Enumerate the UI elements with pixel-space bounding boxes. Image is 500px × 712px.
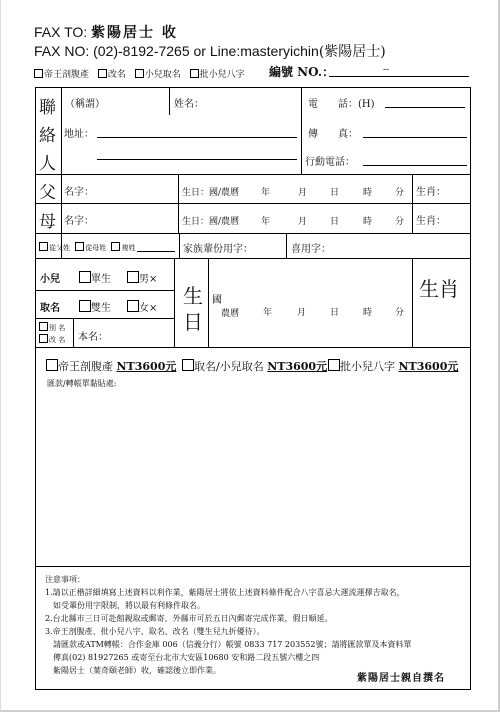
address-input-2[interactable] <box>97 159 297 160</box>
remit-paste-label: 匯款/轉帳單黏貼處: <box>47 379 117 388</box>
price-cesarean-checkbox[interactable] <box>46 359 58 371</box>
child-calendar-national: 國 <box>212 295 222 306</box>
phone-input[interactable] <box>385 107 465 108</box>
price-bazi-name: 批小兒八字 <box>340 360 395 373</box>
father-birth-label: 生日：國/農曆 <box>182 188 240 198</box>
price-cesarean-name: 帝王剖腹產 <box>58 360 113 373</box>
fax-no-line <box>34 41 386 61</box>
surname-options <box>39 242 135 253</box>
rename-option[interactable] <box>39 334 65 345</box>
child-zodiac-label: 生肖 <box>419 277 459 301</box>
notes-line-3: 2.台北縣市三日可赴館親取或郵寄，外縣市可於五日內郵寄完成作業，假日順延。 <box>45 614 333 623</box>
father-side: 父 <box>39 183 56 203</box>
mother-unit-day: 日 <box>330 217 340 227</box>
mother-side: 母 <box>39 212 56 232</box>
father-zodiac-label: 生肖： <box>416 187 446 198</box>
rule-birth-col <box>178 174 179 233</box>
fax-to-line <box>34 22 178 42</box>
child-unit-year: 年 <box>263 308 273 318</box>
notes-title: 注意事項： <box>45 575 85 584</box>
rule-side-col <box>61 88 62 258</box>
rule-zodiac-col <box>412 174 413 233</box>
notes-line-4: 3.帝王剖腹產、批小兒八字、取名、改名（雙生兒九折優待）。 <box>45 627 265 636</box>
child-calendar-lunar: 農曆 <box>221 309 240 319</box>
fax-input[interactable] <box>363 137 467 138</box>
child-twin-checkbox[interactable] <box>79 300 91 312</box>
alias-checkbox[interactable]: 別 名 <box>39 322 65 333</box>
father-unit-day: 日 <box>330 188 340 198</box>
child-female-label: 女× <box>139 303 158 314</box>
serial-underline <box>329 76 469 77</box>
child-single-label: 單生 <box>91 274 111 285</box>
fax-label: 傳 真： <box>308 129 358 140</box>
rule-mother-end <box>36 233 470 234</box>
notes-line-5: 請匯款或ATM轉帳：合作金庫 006（信義分行）帳號 0833 717 203552號；請將匯款單及本資料單 <box>45 640 412 649</box>
child-unit-month: 月 <box>297 308 307 318</box>
father-unit-hour: 時 <box>363 188 373 198</box>
rule-family-col <box>179 233 180 258</box>
notes-line-7: 紫陽居士（葉奇頤老師）收，確認後立即作業。 <box>45 666 221 675</box>
like-chars-label: 喜用字： <box>291 244 331 255</box>
child-single[interactable] <box>79 270 111 285</box>
price-cesarean-amount: NT3600元 <box>116 360 177 373</box>
rule-child-zodiac <box>412 258 413 347</box>
serial-value[interactable]: -- <box>383 65 390 75</box>
child-unit-minute: 分 <box>395 308 405 318</box>
father-unit-month: 月 <box>298 188 308 198</box>
notes-line-6: 傳真(02) 81927265 或寄至台北市大安區10680 安和路二段五號六樓之四 <box>45 653 320 662</box>
child-birth-big-1: 生 <box>183 284 203 308</box>
rule-child-end <box>36 347 470 348</box>
fax-no-suffix: (紫陽居士) <box>318 44 386 60</box>
rule-father-end <box>36 203 470 204</box>
service-option-cesarean[interactable]: 帝王剖腹產 <box>34 67 89 80</box>
child-unit-day: 日 <box>330 308 340 318</box>
price-bazi-checkbox[interactable] <box>328 359 340 371</box>
mobile-label: 行動電話： <box>305 157 355 168</box>
surname-option-mother[interactable]: 從母姓 <box>75 242 106 253</box>
rule-title-name <box>169 88 170 115</box>
serial-label: 編號 NO.： <box>269 65 335 79</box>
rule-child-mid <box>36 290 174 291</box>
mother-unit-hour: 時 <box>363 217 373 227</box>
child-birth-big-2: 日 <box>183 310 203 334</box>
price-cesarean[interactable] <box>46 358 176 374</box>
child-twin-label: 雙生 <box>91 303 111 314</box>
rule-surname-end <box>36 258 470 259</box>
father-unit-minute: 分 <box>395 188 405 198</box>
mother-unit-minute: 分 <box>395 217 405 227</box>
rename-checkbox[interactable]: 改 名 <box>39 334 65 345</box>
service-options <box>34 67 245 80</box>
contact-side-3: 人 <box>39 154 56 174</box>
notes-line-1: 1.請以正楷詳細填寫上述資料以利作業，紫陽居士將依上述資料條件配合八字喜忌大運流運擇吉取名， <box>45 588 405 597</box>
service-option-child-bazi[interactable]: 批小兒八字 <box>190 67 245 80</box>
child-male-checkbox[interactable] <box>127 271 139 283</box>
rule-alias-col <box>73 318 74 347</box>
phone-label: 電 話：(H) <box>308 99 375 110</box>
price-naming-amount: NT3600元 <box>267 360 328 373</box>
price-bazi[interactable] <box>328 358 458 374</box>
price-naming-checkbox[interactable] <box>182 359 194 371</box>
fax-to-name: 紫陽居士 收 <box>91 25 178 41</box>
mother-zodiac-label: 生肖： <box>416 216 446 227</box>
child-twin[interactable] <box>79 299 111 314</box>
mother-unit-year: 年 <box>261 217 271 227</box>
price-naming-name: 取名/小兒取名 <box>194 360 264 373</box>
rule-child-left <box>174 258 175 347</box>
child-female-checkbox[interactable] <box>127 300 139 312</box>
address-input-1[interactable] <box>97 137 297 138</box>
mother-name-label: 名字： <box>64 216 94 227</box>
address-label: 地址： <box>64 129 94 140</box>
service-option-child-naming[interactable]: 小兒取名 <box>135 67 181 80</box>
fax-no-label: FAX NO: (02)-8192-7265 or Line:masteryichin <box>34 43 319 59</box>
child-male[interactable] <box>127 270 157 285</box>
rule-child-birth <box>208 258 209 347</box>
contact-side-2: 絡 <box>39 126 56 146</box>
given-name-label: 本名： <box>78 332 108 343</box>
price-naming[interactable] <box>182 358 327 374</box>
rule-remit-end <box>36 566 470 567</box>
child-single-checkbox[interactable] <box>79 271 91 283</box>
title-hint: （稱謂） <box>65 99 105 110</box>
surname-option-father[interactable]: 從父姓 <box>39 242 70 253</box>
father-unit-year: 年 <box>261 188 271 198</box>
mother-unit-month: 月 <box>298 217 308 227</box>
rule-phone-col <box>301 88 302 174</box>
notes-line-2: 如受輩份用字限制，將以最有利條件取名。 <box>45 601 205 610</box>
mobile-input[interactable] <box>363 165 467 166</box>
child-male-label: 男× <box>139 274 158 285</box>
price-bazi-amount: NT3600元 <box>398 360 459 373</box>
rule-child-alias <box>36 318 174 319</box>
contact-side-1: 聯 <box>39 98 56 118</box>
father-name-label: 名字： <box>64 187 94 198</box>
signature: 紫陽居士親自撰名 <box>357 673 445 684</box>
rule-like-col <box>286 233 287 258</box>
name-label: 姓名： <box>174 99 204 110</box>
service-option-rename[interactable]: 改名 <box>98 67 126 80</box>
mother-birth-label: 生日：國/農曆 <box>182 217 240 227</box>
rule-contact-end <box>36 174 470 175</box>
child-female[interactable] <box>127 299 157 314</box>
compound-surname-input[interactable] <box>137 251 175 252</box>
surname-option-compound[interactable]: 複姓 <box>111 242 135 253</box>
family-generation-label: 家族輩份用字： <box>183 244 253 255</box>
child-side-1: 小兒 <box>40 274 60 285</box>
child-side-2: 取名 <box>40 303 60 314</box>
fax-to-label: FAX TO: <box>34 24 88 40</box>
child-unit-hour: 時 <box>363 308 373 318</box>
alias-option[interactable] <box>39 322 65 333</box>
